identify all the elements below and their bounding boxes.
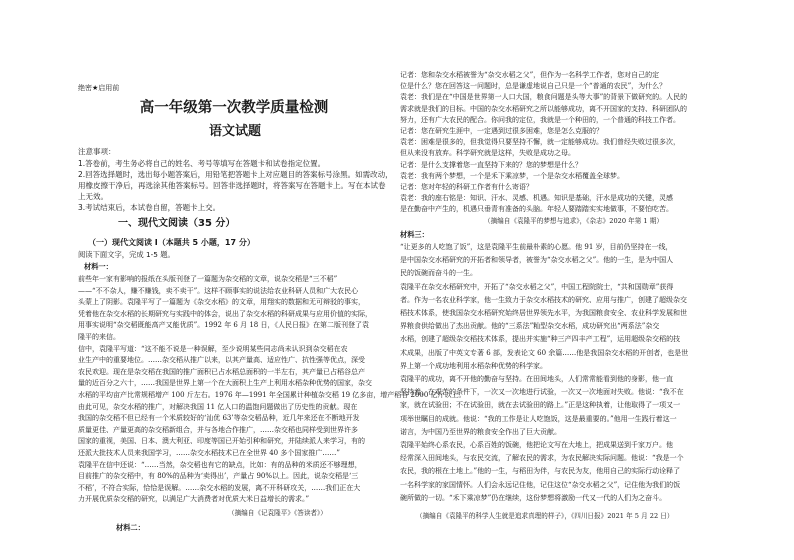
part1-subheading: （一）现代文阅读 I（本题共 5 小题，17 分） [88,238,255,247]
text-line: 水稻，创建了超级杂交稻技术体系，提出并实施“种三产四丰产工程”，运用超级杂交稻的技 [400,335,681,344]
part1-heading: 一、现代文阅读（35 分） [118,218,236,229]
text-line: 记者：是什么支撑着您一直坚持下来的？您的梦想是什么？ [400,160,582,169]
instruction-text: 阅读下面文字，完成 1-5 题。 [78,250,175,259]
text-line: 记者：您在研究生涯中，一定遇到过很多困难，您是怎么克服的？ [400,127,603,135]
text-line: 质量更佳、产量更高的杂交稻新组合，并与各地合作推广，……杂交稻也同样受到世界许多 [78,425,358,434]
source-citation: （摘编自《记袁隆平》《答读者》） [228,509,327,517]
secret-label: 绝密★启用前 [78,84,120,92]
text-line: 项举世瞩目的成就。他说：“我的工作是让人吃饱饭，这是最重要的。”他用一生践行着这一 [400,414,677,423]
text-line: 农民，我的根在土地上。”他的一生，与稻田为伴，与农民为友，他用自己的实际行动诠释了 [400,467,681,476]
text-line: 业生产中的重要地位。……杂交稻从推广以来，以其产量高、适应性广、抗性强等优点，深受 [78,356,365,365]
note-line: 用橡皮擦干净后，再选涂其他答案标号。回答非选择题时，将答案写在答题卡上。写在本试卷 [78,181,386,190]
text-line: 需求就是我们的目标。中国的杂交水稻研究之所以能够成功，离不开国家的支持、科研团队的 [400,104,687,113]
text-line: 袁老：困难是很多的，但我觉得只要坚持不懈，就一定能够成功。我们曾经失败过很多次， [400,138,680,147]
text-line: 量的近百分之六十，……我国是世界上第一个在大面积上生产上利用水稻杂种优势的国家，杂交 [78,379,372,388]
text-line: 袁隆平在杂交水稻研究中，开拓了“杂交水稻之父”，中国工程院院士，“共和国勋章”获得 [400,282,674,291]
text-line: 袁隆平在信中还说：“……当然，杂交稻也有它的缺点，比如：有的品种的米质还不够理想， [78,460,362,469]
text-line: 稻技术体系，使我国杂交水稻研究始终居世界领先水平，为我国粮食安全、农业科学发展和世 [400,309,687,317]
note-line: 3.考试结束后，本试卷自留，答题卡上交。 [78,203,221,212]
text-line: 袁隆平的成功，离不开他的勤奋与坚持。在田间地头，人们常常能看到他的身影，他一直 [400,375,673,383]
source-citation: （摘编自《袁隆平的科学人生就是追求真理的样子》，《四川日报》2021 年 5 月 22 日） [416,512,674,520]
source-citation: （摘编自《袁隆平的梦想与追求》，《杂志》2020 年第 1 期） [484,217,663,225]
text-line: 术成果，出版了中英文专著 6 部，发表论文 60 余篇……他是我国杂交水稻的开创者，也是世 [400,348,689,357]
note-line: 上无效。 [78,192,108,201]
material3-label: 材料三： [400,230,429,239]
text-line: 信中，袁隆平写道：“这不能不说是一种误解，至少说明某些同志尚未认识到杂交稻在农 [78,344,348,353]
text-line: 由此可见，杂交水稻的推广，对解决我国 11 亿人口的温饱问题做出了历史性的贡献。现在 [78,402,358,411]
text-line: 坚持着，在艰苦的条件下，一次又一次地进行试验，一次又一次地面对失败。他说：“我不在 [400,388,684,397]
text-line: 我国的杂交稻不但已经有一个米质较好的‘汕优 63’等杂交稻品种，近几年来还在不断地开发 [78,414,360,423]
text-line: 不稻’，不符合实际，恰恰是误解。……杂交水稻的发展，离不开科研攻关，……我们正在大 [78,483,361,492]
material1-label: 材料一： [84,262,113,271]
text-line: 袁老：我有两个梦想，一个是禾下乘凉梦，一个是杂交水稻覆盖全球梦。 [400,171,624,180]
text-line: 袁老：我的座右铭是：知识、汗水、灵感、机遇。知识是基础，汗水是成功的关键，灵感 [400,194,673,203]
text-line: 国家的重视，美国、日本、澳大利亚、印度等国已开始引种和研究，并陆续派人来学习，有的 [78,437,365,446]
text-line: 农民欢迎。现在是杂交稻在我国的推广面积已占水稻总面积的一半左右，其产量已占稻谷总产 [78,367,365,376]
text-line: ——“不不杂人，赚不赚钱，卖不卖干”。这样不顾事实的说法给农业科研人员和广大农民心 [78,286,359,295]
notes-heading: 注意事项： [78,147,116,156]
text-line: 袁隆平始终心系农民，心系百姓的饭碗，他把论文写在大地上，把成果送到千家万户。他 [400,441,673,449]
text-line: 位是什么？您在回答这一问题时，总是谦虚地说自己只是一个“普通的农民”，为什么？ [400,82,667,91]
text-line: 水稻的平均亩产比常规稻增产 100 斤左右。1976 年—1991 年全国累计种植杂交稻 19 亿多亩，增产稻谷 2000 亿斤以上。 [78,391,466,399]
text-line: 但从来没有放弃。科学研究就是这样，失败是成功之母。 [400,149,575,158]
subject-title: 语文试题 [208,124,261,139]
text-line: 袁老：我们是在“中国是世界第一人口大国，粮食问题是头等大事”的背景下做研究的。人民的 [400,93,688,102]
text-line: 努力，还有广大农民的配合。你问我的定位，我就是一个种田的，一个普通的科技工作者。 [400,115,680,124]
text-line: 目前推广的杂交稻中，有 80%的品种为‘卖得出’，产量占 90%以上。因此，说杂交稻是‘三 [78,472,359,481]
text-line: 家，就在试验田；不在试验田，就在去试验田的路上。”正是这种执着，让他取得了一项又一 [400,401,681,410]
text-line: 民的饭碗而奋斗的一生。 [400,269,477,278]
text-line: 前些年一家有影响的报纸在头版刊登了一篇题为杂交稻的文章，说杂交稻是“三不稻” [78,275,338,283]
text-line: 还派大批技术人员来我国学习，……杂交水稻技术已在全世界 40 多个国家推广……” [78,449,340,457]
text-line: 记者：您和杂交水稻被誉为“杂交水稻之父”，但作为一名科学工作者，您对自己的定 [400,71,660,79]
text-line: 头蒙上了阴影。袁隆平写了一篇题为《杂交水稻》的文章，用翔实的数据和无可辩驳的事实， [78,298,365,307]
note-line: 2.回答选择题时，选出每小题答案后，用铅笔把答题卡上对应题目的答案标号涂黑。如需改动， [78,170,393,179]
text-line: 是中国杂交水稻研究的开拓者和领导者，被誉为“杂交水稻之父”。他的一生，是为中国人 [400,256,674,265]
text-line: 经常深入田间地头，与农民交流，了解农民的需求，为农民解决实际问题。他说：“我是一个 [400,454,684,463]
text-line: 诺言，为中国乃至世界的粮食安全作出了巨大贡献。 [400,427,561,436]
text-line: 一名科学家的家国情怀。人们会永远记住他，记住这位“杂交水稻之父”，记住他为我们的饭 [400,480,681,489]
text-line: 碗所做的一切。“禾下乘凉梦”仍在继续，这份梦想将激励一代又一代的人们为之奋斗。 [400,493,667,502]
text-line: 力开展优质杂交稻的研究，以满足广大消费者对优质大米日益增长的需求。” [78,495,310,504]
text-line: 隆平的来信。 [78,333,120,341]
text-line: “让更多的人吃饱了饭”，这是袁隆平生前最朴素的心愿。他 91 岁，目前仍坚持在一线， [400,243,673,251]
exam-title: 高一年级第一次教学质量检测 [139,100,329,116]
text-line: 记者：您对年轻的科研工作者有什么寄语？ [400,183,533,191]
note-line: 1.答卷前，考生务必将自己的姓名、考号等填写在答题卡和试卷指定位置。 [78,159,326,168]
text-line: 界粮食供给做出了杰出贡献。他的“三系法”籼型杂交水稻，成功研究出“两系法”杂交 [400,322,660,331]
text-line: 者。作为一名农业科学家，他一生致力于杂交水稻技术的研究、应用与推广，创建了超级杂交 [400,295,687,304]
material2-label: 材料二： [116,523,145,532]
text-line: 界上第一个成功地利用水稻杂种优势的科学家。 [400,361,547,370]
text-line: 用事实说明“杂交稻既能高产又能优质”。1992 年 6 月 18 日，《人民日报》在第二版刊登了袁 [78,321,369,330]
text-line: 凭着他在杂交水稻的长期研究与实践中的体会，说出了杂交水稻的科研成果与应用价值的实际， [78,309,372,318]
text-line: 是在勤奋中产生的，机遇只垂青有准备的头脑。年轻人要踏踏实实地做事，不要怕吃苦。 [400,205,673,214]
